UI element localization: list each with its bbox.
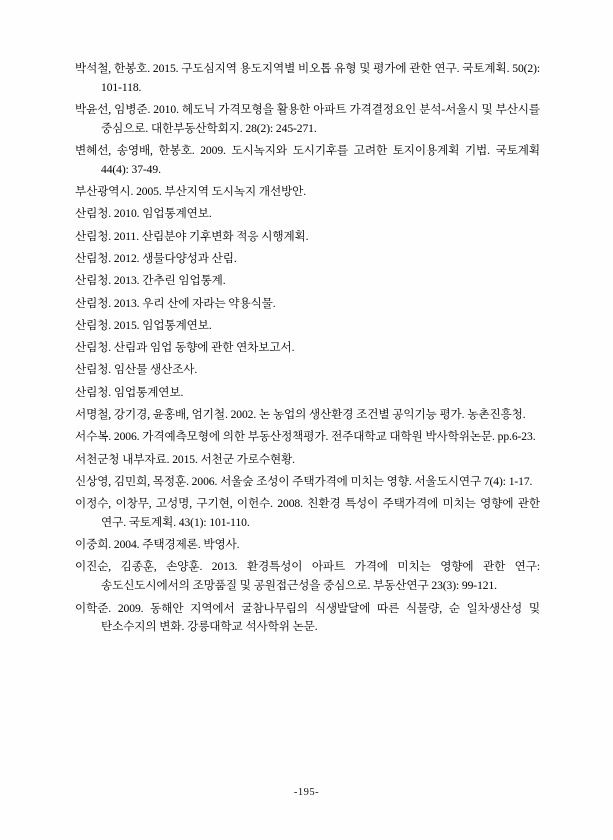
list-item: 부산광역시. 2005. 부산지역 도시녹지 개선방안. bbox=[75, 185, 307, 199]
list-item: 서천군청 내부자료. 2015. 서천군 가로수현황. bbox=[75, 452, 295, 466]
list-item: 산림청. 2015. 임업통계연보. bbox=[75, 318, 212, 332]
reference-list bbox=[75, 60, 540, 637]
list-item: 산림청. 임업통계연보. bbox=[75, 385, 184, 399]
reference-list-container bbox=[75, 60, 540, 641]
list-item: 이정수, 이창무, 고성명, 구기현, 이헌수. 2008. 친환경 특성이 주택가격에 미치는 영향에 관한 연구. 국토계획. 43(1): 101-110. bbox=[75, 497, 540, 529]
list-item: 이진순, 김종훈, 손양훈. 2013. 환경특성이 아파트 가격에 미치는 영향에 관한 연구: 송도신도시에서의 조망품질 및 공원접근성을 중심으로. 부동산연구 23(3): 99-121. bbox=[75, 560, 540, 593]
list-item: 산림청. 2012. 생물다양성과 산림. bbox=[75, 252, 237, 266]
list-item: 신상영, 김민희, 목정훈. 2006. 서울숲 조성이 주택가격에 미치는 영향. 서울도시연구 7(4): 1-17. bbox=[75, 474, 533, 488]
list-item: 이중희. 2004. 주택경제론. 박영사. bbox=[75, 538, 240, 552]
list-item: 이학준. 2009. 동해안 지역에서 굴참나무림의 식생발달에 따른 식물량, 순 일차생산성 및 탄소수지의 변화. 강릉대학교 석사학위 논문. bbox=[75, 601, 540, 634]
list-item: 박석철, 한봉호. 2015. 구도심지역 용도지역별 비오톱 유형 및 평가에 관한 연구. 국토계획. 50(2): 101-118. bbox=[75, 62, 540, 94]
list-item: 서수복. 2006. 가격예측모형에 의한 부동산정책평가. 전주대학교 대학원 박사학위논문. pp.6-23. bbox=[75, 430, 536, 444]
list-item: 박윤선, 임병준. 2010. 헤도닉 가격모형을 활용한 아파트 가격결정요인 분석-서울시 및 부산시를 중심으로. 대한부동산학회지. 28(2): 245-271. bbox=[75, 103, 540, 135]
list-item: 변혜선, 송영배, 한봉호. 2009. 도시녹지와 도시기후를 고려한 토지이용계획 기법. 국토계획 44(4): 37-49. bbox=[75, 144, 540, 176]
list-item: 산림청. 2011. 산림분야 기후변화 적응 시행계획. bbox=[75, 229, 309, 243]
list-item: 서명철, 강기경, 윤홍배, 엄기철. 2002. 논 농업의 생산환경 조건별 공익기능 평가. 농촌진흥청. bbox=[75, 408, 526, 421]
list-item: 산림청. 2010. 임업통계연보. bbox=[75, 207, 212, 221]
page-number: -195- bbox=[293, 787, 320, 798]
list-item: 산림청. 2013. 우리 산에 자라는 약용식물. bbox=[75, 296, 276, 310]
list-item: 산림청. 2013. 간추린 임업통계. bbox=[75, 274, 226, 288]
list-item: 산림청. 임산물 생산조사. bbox=[75, 363, 198, 377]
list-item: 산림청. 산림과 임업 동향에 관한 연차보고서. bbox=[75, 341, 295, 355]
